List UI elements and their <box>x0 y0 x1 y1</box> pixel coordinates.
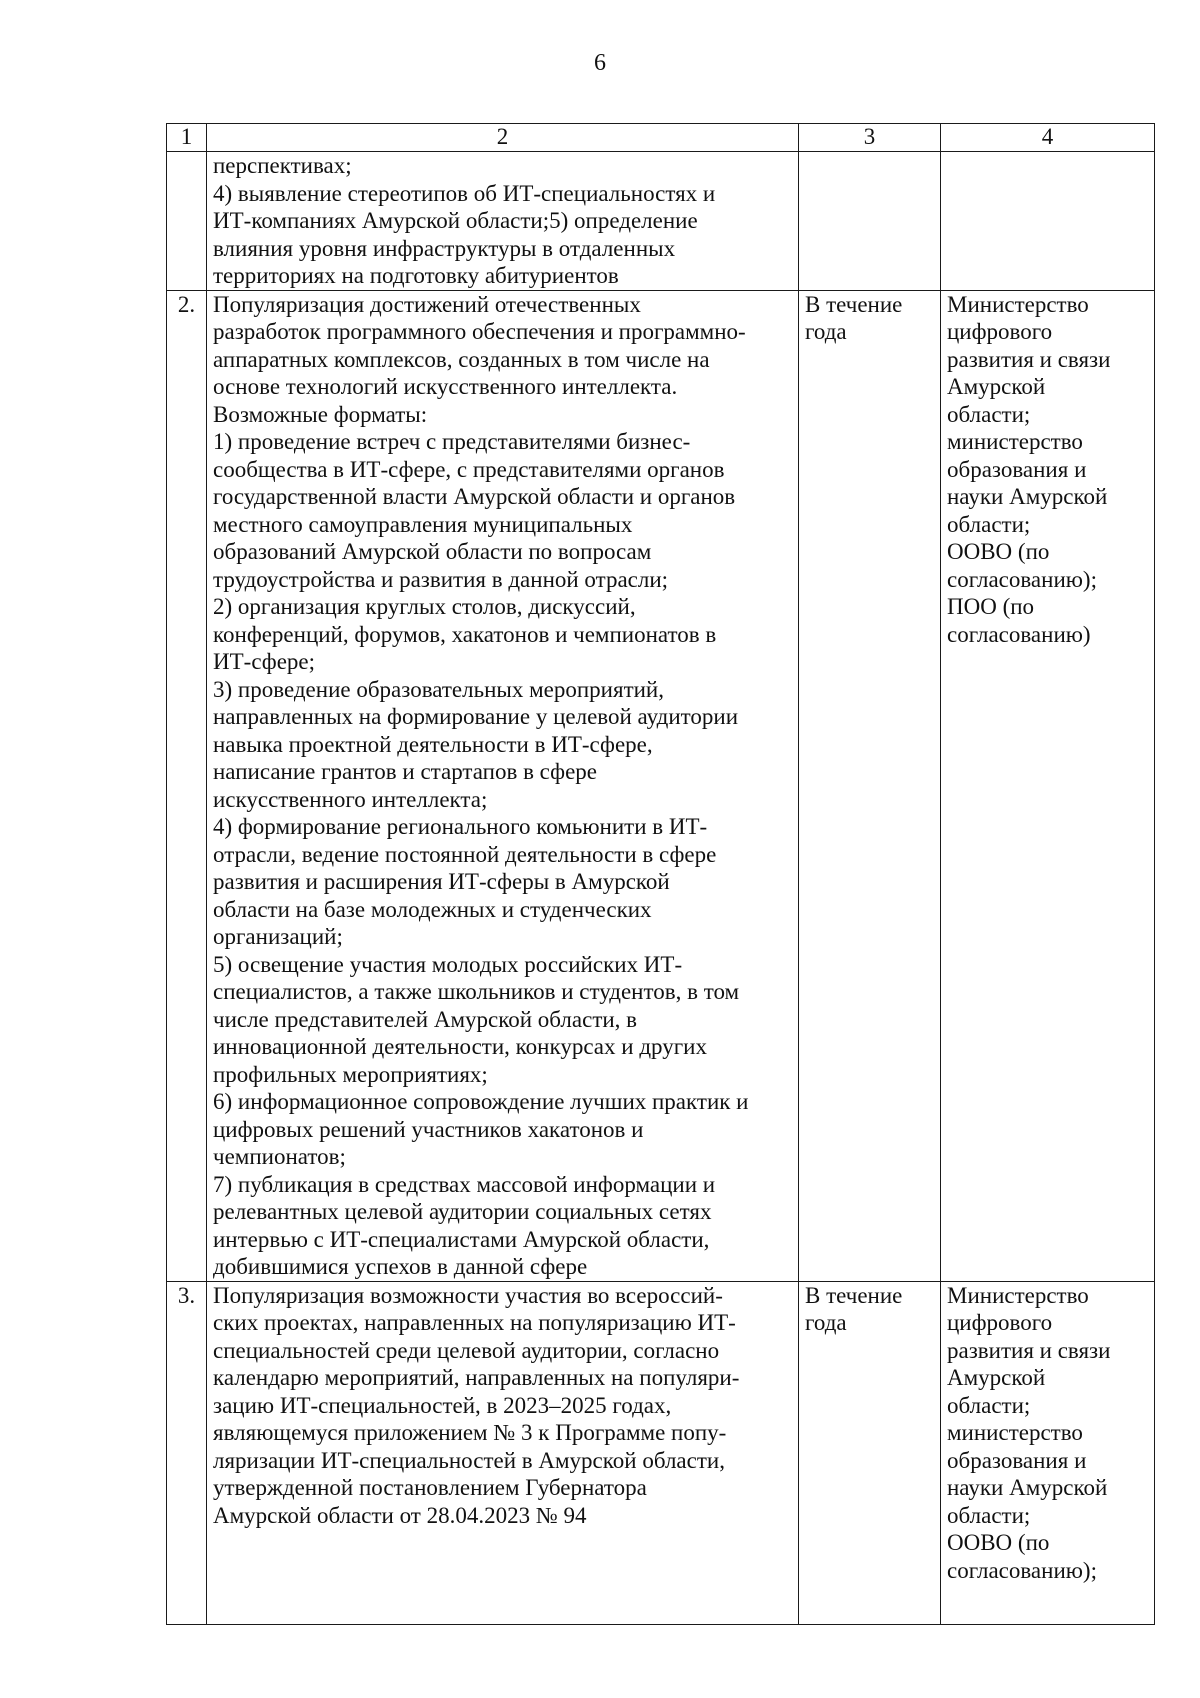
measure-text <box>207 290 799 1281</box>
row-number: 3. <box>167 1281 207 1624</box>
table-row <box>167 290 1155 1281</box>
text-line: науки Амурской <box>947 1475 1108 1500</box>
text-line: 7) публикация в средствах массовой информации и <box>213 1171 716 1197</box>
text-line: согласованию); <box>947 1557 1097 1583</box>
table-row <box>167 152 1155 291</box>
measures-table <box>166 123 1155 1625</box>
text-line: 4) выявление стереотипов об ИТ-специальностях и <box>213 180 716 206</box>
text-line: зацию ИТ-специальностей, в 2023–2025 годах, <box>213 1392 672 1418</box>
text-line: образований Амурской области по вопросам <box>213 539 652 564</box>
text-line: ООВО (по <box>947 539 1050 564</box>
text-line: Министерство <box>947 291 1089 317</box>
text-line: науки Амурской <box>947 484 1108 509</box>
text-line: сообщества в ИТ-сфере, с представителями органов <box>213 456 725 482</box>
text-line: специалистов, а также школьников и студентов, в том <box>213 979 740 1004</box>
text-line: Министерство <box>947 1282 1089 1308</box>
text-line: министерство <box>947 1420 1083 1445</box>
text-line: трудоустройства и развития в данной отрасли; <box>213 566 669 592</box>
text-line: организаций; <box>213 924 343 949</box>
text-line: чемпионатов; <box>213 1144 346 1169</box>
text-line: Популяризация достижений отечественных <box>213 291 641 317</box>
text-line: года <box>805 1310 847 1335</box>
header-cell: 2 <box>207 124 799 152</box>
table-header-row <box>167 124 1155 152</box>
text-line: искусственного интеллекта; <box>213 786 488 812</box>
text-line: В течение <box>805 1282 903 1308</box>
text-line: 2) организация круглых столов, дискуссий, <box>213 594 636 619</box>
header-cell: 4 <box>941 124 1155 152</box>
text-line: области; <box>947 511 1031 537</box>
text-line: Амурской <box>947 1365 1046 1390</box>
text-line: Амурской <box>947 374 1046 399</box>
text-line: добившимися успехов в данной сфере <box>213 1254 588 1279</box>
term-cell <box>799 1281 941 1624</box>
table-row <box>167 1281 1155 1624</box>
row-number: 2. <box>167 290 207 1281</box>
text-line: аппаратных комплексов, созданных в том числе на <box>213 346 710 372</box>
text-line: разработок программного обеспечения и программно- <box>213 319 746 344</box>
measure-text <box>207 152 799 291</box>
text-line: местного самоуправления муниципальных <box>213 511 633 537</box>
text-line: 5) освещение участия молодых российских ИТ- <box>213 951 683 977</box>
text-line: цифрового <box>947 319 1053 344</box>
text-line: влияния уровня инфраструктуры в отдаленных <box>213 235 676 261</box>
text-line: интервью с ИТ-специалистами Амурской области, <box>213 1226 710 1252</box>
text-line: 6) информационное сопровождение лучших практик и <box>213 1089 749 1114</box>
text-line: развития и расширения ИТ-сферы в Амурской <box>213 869 670 894</box>
text-line: конференций, форумов, хакатонов и чемпионатов в <box>213 621 717 647</box>
text-line: области; <box>947 401 1031 427</box>
header-cell: 1 <box>167 124 207 152</box>
text-line: релевантных целевой аудитории социальных сетях <box>213 1199 712 1224</box>
text-line: основе технологий искусственного интеллекта. <box>213 374 678 399</box>
text-line: образования и <box>947 456 1087 482</box>
text-line: согласованию); <box>947 566 1097 592</box>
text-line: написание грантов и стартапов в сфере <box>213 759 597 784</box>
text-line: государственной власти Амурской области и органов <box>213 484 736 509</box>
text-line: ских проектах, направленных на популяризацию ИТ- <box>213 1310 736 1335</box>
text-line: территориях на подготовку абитуриентов <box>213 263 619 288</box>
text-line: являющемуся приложением № 3 к Программе попу- <box>213 1420 727 1445</box>
term-cell <box>799 290 941 1281</box>
text-line: области; <box>947 1392 1031 1418</box>
text-line: В течение <box>805 291 903 317</box>
text-line: области; <box>947 1502 1031 1528</box>
text-line: ПОО (по <box>947 594 1035 619</box>
text-line: Возможные форматы: <box>213 401 428 427</box>
text-line: года <box>805 319 847 344</box>
text-line: Популяризация возможности участия во всероссий- <box>213 1282 723 1308</box>
responsible-cell <box>941 1281 1155 1624</box>
text-line: ООВО (по <box>947 1530 1050 1555</box>
text-line: ИТ-сфере; <box>213 649 316 674</box>
text-line: числе представителей Амурской области, в <box>213 1006 638 1032</box>
text-line: календарю мероприятий, направленных на популяри- <box>213 1365 740 1390</box>
text-line: образования и <box>947 1447 1087 1473</box>
text-line: инновационной деятельности, конкурсах и других <box>213 1034 707 1059</box>
text-line: направленных на формирование у целевой аудитории <box>213 704 739 729</box>
page-number: 6 <box>594 50 606 76</box>
text-line: ляризации ИТ-специальностей в Амурской области, <box>213 1447 725 1473</box>
text-line: 3) проведение образовательных мероприятий, <box>213 676 664 702</box>
measure-text <box>207 1281 799 1624</box>
text-line: цифрового <box>947 1310 1053 1335</box>
text-line: утвержденной постановлением Губернатора <box>213 1475 647 1500</box>
header-cell: 3 <box>799 124 941 152</box>
text-line: цифровых решений участников хакатонов и <box>213 1116 644 1142</box>
text-line: области на базе молодежных и студенческих <box>213 896 652 922</box>
responsible-cell <box>941 152 1155 291</box>
text-line: отрасли, ведение постоянной деятельности в сфере <box>213 841 717 867</box>
responsible-cell <box>941 290 1155 1281</box>
text-line: специальностей среди целевой аудитории, согласно <box>213 1337 720 1363</box>
text-line: 1) проведение встреч с представителями бизнес- <box>213 429 691 454</box>
text-line: 4) формирование регионального комьюнити в ИТ- <box>213 814 708 839</box>
text-line: профильных мероприятиях; <box>213 1061 488 1087</box>
term-cell <box>799 152 941 291</box>
text-line: согласованию) <box>947 621 1091 647</box>
text-line: ИТ-компаниях Амурской области;5) определение <box>213 208 698 233</box>
text-line: перспективах; <box>213 153 352 178</box>
text-line: развития и связи <box>947 346 1111 372</box>
row-number <box>167 152 207 291</box>
text-line: Амурской области от 28.04.2023 № 94 <box>213 1502 587 1528</box>
text-line: развития и связи <box>947 1337 1111 1363</box>
text-line: министерство <box>947 429 1083 454</box>
text-line: навыка проектной деятельности в ИТ-сфере, <box>213 731 653 757</box>
